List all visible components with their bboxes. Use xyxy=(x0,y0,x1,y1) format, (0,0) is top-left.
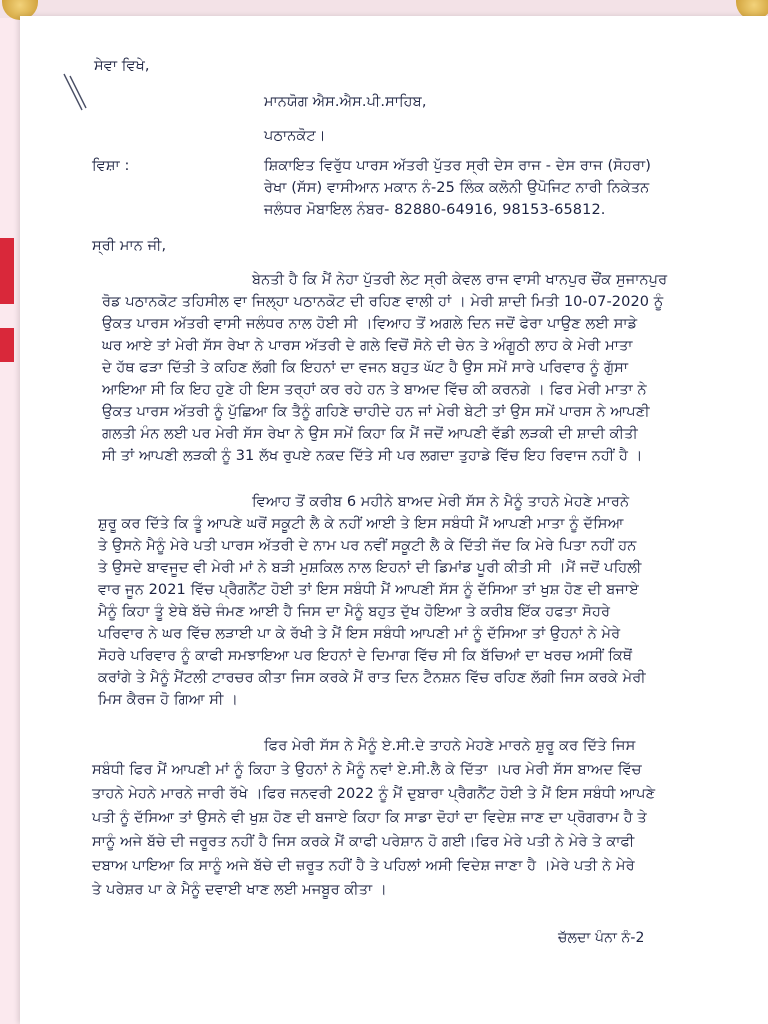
paragraph-line: ਤੇ ਉਸਦੇ ਬਾਵਜੂਦ ਵੀ ਮੇਰੀ ਮਾਂ ਨੇ ਬੜੀ ਮੁਸ਼ਕਿਲ ਨਾਲ ਇਹਨਾਂ ਦੀ ਡਿਮਾਂਡ ਪੂਰੀ ਕੀਤੀ ਸੀ ।ਮੈਂ ਜਦੋਂ ਪਹਿਲੀ xyxy=(98,560,642,576)
paragraph-line: ਘਰ ਆਏ ਤਾਂ ਮੇਰੀ ਸੱਸ ਰੇਖਾ ਨੇ ਪਾਰਸ ਅੱਤਰੀ ਦੇ ਗਲੇ ਵਿਚੋਂ ਸੋਨੇ ਦੀ ਚੇਨ ਤੇ ਅੰਗੂਠੀ ਲਾਹ ਕੇ ਮੇਰੀ ਮਾਤਾ xyxy=(102,338,633,354)
paragraph-line: ਬੇਨਤੀ ਹੈ ਕਿ ਮੈਂ ਨੇਹਾ ਪੁੱਤਰੀ ਲੇਟ ਸ੍ਰੀ ਕੇਵਲ ਰਾਜ ਵਾਸੀ ਖਾਨਪੁਰ ਚੌਂਕ ਸੁਜਾਨਪੁਰ xyxy=(252,272,668,288)
red-poster-edge xyxy=(0,238,14,304)
paragraph-line: ਫਿਰ ਮੇਰੀ ਸੱਸ ਨੇ ਮੈਨੂੰ ਏ.ਸੀ.ਦੇ ਤਾਹਨੇ ਮੇਹਣੇ ਮਾਰਨੇ ਸ਼ੁਰੂ ਕਰ ਦਿੱਤੇ ਜਿਸ xyxy=(264,738,636,754)
paragraph-line: ਸ਼ੁਰੂ ਕਰ ਦਿੱਤੇ ਕਿ ਤੂੰ ਆਪਣੇ ਘਰੋਂ ਸਕੂਟੀ ਲੈ ਕੇ ਨਹੀਂ ਆਈ ਤੇ ਇਸ ਸਬੰਧੀ ਮੈਂ ਆਪਣੀ ਮਾਤਾ ਨੂੰ ਦੱਸਿਆ xyxy=(98,516,624,532)
paragraph-line: ਗਲਤੀ ਮੰਨ ਲਈ ਪਰ ਮੇਰੀ ਸੱਸ ਰੇਖਾ ਨੇ ਉਸ ਸਮੇਂ ਕਿਹਾ ਕਿ ਮੈਂ ਜਦੋਂ ਆਪਣੀ ਵੱਡੀ ਲੜਕੀ ਦੀ ਸ਼ਾਦੀ ਕੀਤੀ xyxy=(102,426,638,442)
paragraph-line: ਰੋਡ ਪਠਾਨਕੋਟ ਤਹਿਸੀਲ ਵਾ ਜਿਲ੍ਹਾ ਪਠਾਨਕੋਟ ਦੀ ਰਹਿਣ ਵਾਲੀ ਹਾਂ । ਮੇਰੀ ਸ਼ਾਦੀ ਮਿਤੀ 10-07-2020 ਨੂੰ xyxy=(102,294,664,310)
paragraph-line: ਸਾਨੂੰ ਅਜੇ ਬੱਚੇ ਦੀ ਜਰੂਰਤ ਨਹੀਂ ਹੈ ਜਿਸ ਕਰਕੇ ਮੈਂ ਕਾਫੀ ਪਰੇਸ਼ਾਨ ਹੋ ਗਈ।ਫਿਰ ਮੇਰੇ ਪਤੀ ਨੇ ਮੇਰੇ ਤੇ ਕਾਫੀ xyxy=(92,834,635,850)
salutation-to: ਸੇਵਾ ਵਿਖੇ, xyxy=(94,58,150,74)
pen-mark-icon xyxy=(60,72,88,128)
paragraph-line: ਸੀ ਤਾਂ ਆਪਣੀ ਲੜਕੀ ਨੂੰ 31 ਲੱਖ ਰੁਪਏ ਨਕਦ ਦਿੱਤੇ ਸੀ ਪਰ ਲਗਦਾ ਤੁਹਾਡੇ ਵਿੱਚ ਇਹ ਰਿਵਾਜ ਨਹੀਂ ਹੈ । xyxy=(102,448,643,464)
greeting: ਸ੍ਰੀ ਮਾਨ ਜੀ, xyxy=(92,238,167,254)
paragraph-line: ਪਤੀ ਨੂੰ ਦੱਸਿਆ ਤਾਂ ਉਸਨੇ ਵੀ ਖੁਸ਼ ਹੋਣ ਦੀ ਬਜਾਏ ਕਿਹਾ ਕਿ ਸਾਡਾ ਦੋਹਾਂ ਦਾ ਵਿਦੇਸ਼ ਜਾਣ ਦਾ ਪ੍ਰੋਗਰਾਮ ਹੈ ਤੇ xyxy=(92,810,647,826)
continued-note: ਚੱਲਦਾ ਪੰਨਾ ਨੰ-2 xyxy=(558,930,645,946)
paragraph-line: ਪਰਿਵਾਰ ਨੇ ਘਰ ਵਿੱਚ ਲੜਾਈ ਪਾ ਕੇ ਰੱਖੀ ਤੇ ਮੈਂ ਇਸ ਸਬੰਧੀ ਆਪਣੀ ਮਾਂ ਨੂੰ ਦੱਸਿਆ ਤਾਂ ਉਹਨਾਂ ਨੇ ਮੇਰੇ xyxy=(98,626,621,642)
paragraph-line: ਉਕਤ ਪਾਰਸ ਅੱਤਰੀ ਨੂੰ ਪੁੱਛਿਆ ਕਿ ਤੈਨੂੰ ਗਹਿਣੇ ਚਾਹੀਦੇ ਹਨ ਜਾਂ ਮੇਰੀ ਬੇਟੀ ਤਾਂ ਉਸ ਸਮੇਂ ਪਾਰਸ ਨੇ ਆਪਣੀ xyxy=(102,404,650,420)
paragraph-line: ਤਾਹਨੇ ਮੇਹਨੇ ਮਾਰਨੇ ਜਾਰੀ ਰੱਖੇ ।ਫਿਰ ਜਨਵਰੀ 2022 ਨੂੰ ਮੈਂ ਦੁਬਾਰਾ ਪ੍ਰੈਗਨੈਂਟ ਹੋਈ ਤੇ ਮੈਂ ਇਸ ਸਬੰਧੀ ਆਪਣੇ xyxy=(92,786,656,802)
recipient-title: ਮਾਨਯੋਗ ਐਸ.ਐਸ.ਪੀ.ਸਾਹਿਬ, xyxy=(264,94,427,110)
subject-line: ਸ਼ਿਕਾਇਤ ਵਿਰੁੱਧ ਪਾਰਸ ਅੱਤਰੀ ਪੁੱਤਰ ਸ੍ਰੀ ਦੇਸ ਰਾਜ - ਦੇਸ ਰਾਜ (ਸੋਹਰਾ) xyxy=(264,158,651,174)
subject-line: ਰੇਖਾ (ਸੱਸ) ਵਾਸੀਆਨ ਮਕਾਨ ਨੰ-25 ਲਿੰਕ ਕਲੋਨੀ ਉਪੋਜਿਟ ਨਾਰੀ ਨਿਕੇਤਨ xyxy=(264,180,650,196)
paragraph-line: ਦਬਾਅ ਪਾਇਆ ਕਿ ਸਾਨੂੰ ਅਜੇ ਬੱਚੇ ਦੀ ਜ਼ਰੂਤ ਨਹੀਂ ਹੈ ਤੇ ਪਹਿਲਾਂ ਅਸੀ ਵਿਦੇਸ਼ ਜਾਣਾ ਹੈ ।ਮੇਰੇ ਪਤੀ ਨੇ ਮੇਰੇ xyxy=(92,858,635,874)
paragraph-line: ਕਰਾਂਗੇ ਤੇ ਮੈਨੂੰ ਮੈਂਟਲੀ ਟਾਰਚਰ ਕੀਤਾ ਜਿਸ ਕਰਕੇ ਮੈਂ ਰਾਤ ਦਿਨ ਟੈਨਸ਼ਨ ਵਿੱਚ ਰਹਿਣ ਲੱਗੀ ਜਿਸ ਕਰਕੇ ਮੇਰੀ xyxy=(98,670,646,686)
paragraph-line: ਆਇਆ ਸੀ ਕਿ ਇਹ ਹੁਣੇ ਹੀ ਇਸ ਤਰ੍ਹਾਂ ਕਰ ਰਹੇ ਹਨ ਤੇ ਬਾਅਦ ਵਿੱਚ ਕੀ ਕਰਨਗੇ । ਫਿਰ ਮੇਰੀ ਮਾਤਾ ਨੇ xyxy=(102,382,647,398)
letter-page xyxy=(20,16,768,1024)
paragraph-line: ਮੈਨੂੰ ਕਿਹਾ ਤੂੰ ਏਥੇ ਬੱਚੇ ਜੰਮਣ ਆਈ ਹੈ ਜਿਸ ਦਾ ਮੈਨੂੰ ਬਹੁਤ ਦੁੱਖ ਹੋਇਆ ਤੇ ਕਰੀਬ ਇੱਕ ਹਫਤਾ ਸੋਹਰੇ xyxy=(98,604,611,620)
paragraph-line: ਵਿਆਹ ਤੋਂ ਕਰੀਬ 6 ਮਹੀਨੇ ਬਾਅਦ ਮੇਰੀ ਸੱਸ ਨੇ ਮੈਨੂੰ ਤਾਹਨੇ ਮੇਹਣੇ ਮਾਰਨੇ xyxy=(252,494,630,510)
subject-label: ਵਿਸ਼ਾ : xyxy=(92,158,130,174)
red-poster-edge xyxy=(0,328,14,362)
recipient-place: ਪਠਾਨਕੋਟ। xyxy=(264,128,326,144)
subject-line: ਜਲੰਧਰ ਮੋਬਾਇਲ ਨੰਬਰ- 82880-64916, 98153-65812. xyxy=(264,202,606,218)
paragraph-line: ਸਬੰਧੀ ਫਿਰ ਮੈਂ ਆਪਣੀ ਮਾਂ ਨੂੰ ਕਿਹਾ ਤੇ ਉਹਨਾਂ ਨੇ ਮੈਨੂੰ ਨਵਾਂ ਏ.ਸੀ.ਲੈ ਕੇ ਦਿੱਤਾ ।ਪਰ ਮੇਰੀ ਸੱਸ ਬਾਅਦ ਵਿੱਚ xyxy=(92,762,642,778)
paragraph-line: ਤੇ ਉਸਨੇ ਮੈਨੂੰ ਮੇਰੇ ਪਤੀ ਪਾਰਸ ਅੱਤਰੀ ਦੇ ਨਾਮ ਪਰ ਨਵੀਂ ਸਕੂਟੀ ਲੈ ਕੇ ਦਿੱਤੀ ਜੱਦ ਕਿ ਮੇਰੇ ਪਿਤਾ ਨਹੀਂ ਹਨ xyxy=(98,538,637,554)
paragraph-line: ਸੋਹਰੇ ਪਰਿਵਾਰ ਨੂੰ ਕਾਫੀ ਸਮਝਾਇਆ ਪਰ ਇਹਨਾਂ ਦੇ ਦਿਮਾਗ ਵਿੱਚ ਸੀ ਕਿ ਬੱਚਿਆਂ ਦਾ ਖਰਚ ਅਸੀਂ ਕਿਥੋਂ xyxy=(98,648,633,664)
paragraph-line: ਮਿਸ ਕੈਰਜ ਹੋ ਗਿਆ ਸੀ । xyxy=(98,692,238,708)
paragraph-line: ਉਕਤ ਪਾਰਸ ਅੱਤਰੀ ਵਾਸੀ ਜਲੰਧਰ ਨਾਲ ਹੋਈ ਸੀ ।ਵਿਆਹ ਤੋਂ ਅਗਲੇ ਦਿਨ ਜਦੋਂ ਫੇਰਾ ਪਾਉਣ ਲਈ ਸਾਡੇ xyxy=(102,316,638,332)
paragraph-line: ਵਾਰ ਜੂਨ 2021 ਵਿੱਚ ਪ੍ਰੈਗਨੈਂਟ ਹੋਈ ਤਾਂ ਇਸ ਸਬੰਧੀ ਮੈਂ ਆਪਣੀ ਸੱਸ ਨੂੰ ਦੱਸਿਆ ਤਾਂ ਖੁਸ਼ ਹੋਣ ਦੀ ਬਜਾਏ xyxy=(98,582,639,598)
paragraph-line: ਤੇ ਪਰੇਸ਼ਰ ਪਾ ਕੇ ਮੈਨੂੰ ਦਵਾਈ ਖਾਣ ਲਈ ਮਜਬੂਰ ਕੀਤਾ । xyxy=(92,882,387,898)
paragraph-line: ਦੇ ਹੱਥ ਫੜਾ ਦਿੱਤੀ ਤੇ ਕਹਿਣ ਲੱਗੀ ਕਿ ਇਹਨਾਂ ਦਾ ਵਜਨ ਬਹੁਤ ਘੱਟ ਹੈ ਉਸ ਸਮੇਂ ਸਾਰੇ ਪਰਿਵਾਰ ਨੂੰ ਗੁੱਸਾ xyxy=(102,360,629,376)
